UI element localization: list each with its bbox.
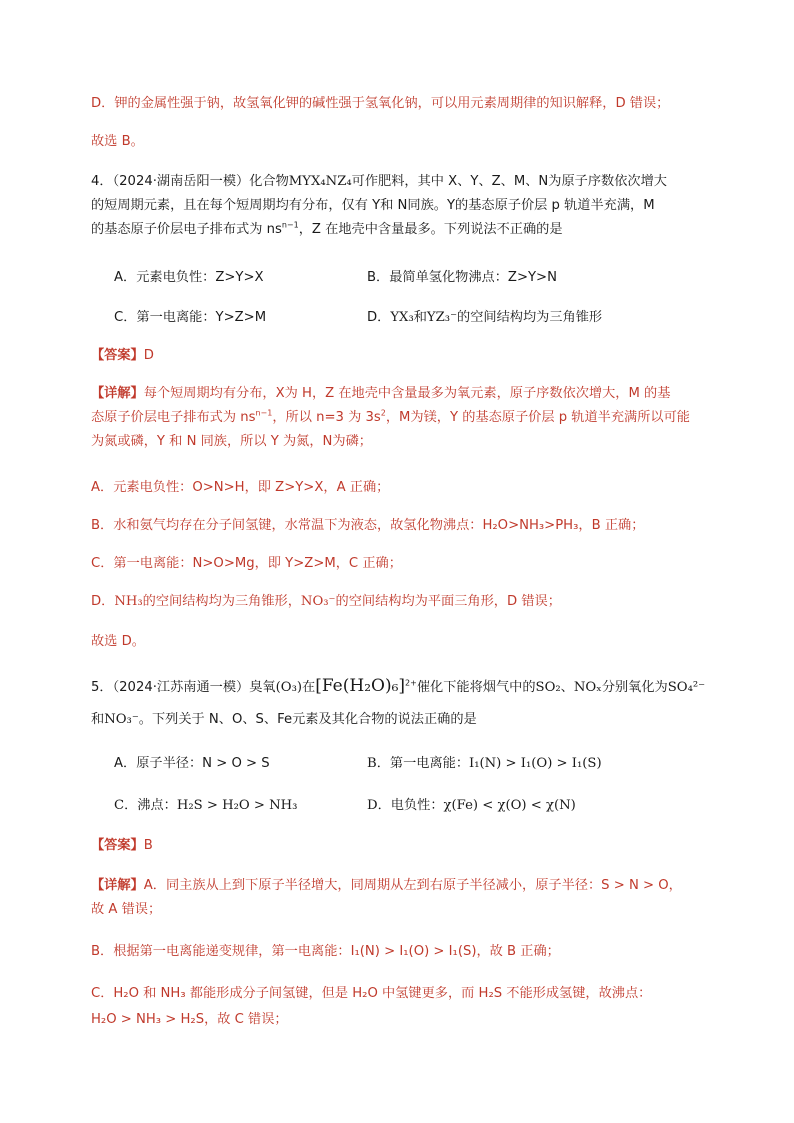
q3-option-d-explanation: D．钾的金属性强于钠，故氢氧化钾的碱性强于氢氧化钠，可以用元素周期律的知识解释，D 错误； bbox=[91, 96, 670, 111]
q4-stem-line1: 4．（2024·湖南岳阳一模）化合物MYX₄NZ₄可作肥料，其中 X、Y、Z、M、N为原子序数依次增大 bbox=[91, 174, 667, 189]
q4-detail-line2: 态原子价层电子排布式为 $ns^{n-1}$，所以 n=3 为 $3s^2$，M为镁，Y 的基态原子价层 p 轨道半充满所以可能 bbox=[91, 408, 690, 425]
q4-answer: 【答案】D bbox=[91, 348, 154, 363]
q4-analysis-b: B．水和氨气均存在分子间氢键，水常温下为液态，故氢化物沸点：H₂O>NH₃>PH₃，B 正确； bbox=[91, 518, 645, 533]
q4-stem-line3: 的基态原子价层电子排布式为 $ns^{n-1}$，Z 在地壳中含量最多。下列说法不正确的是 bbox=[91, 220, 563, 237]
q3-choose-line: 故选 B。 bbox=[91, 134, 144, 149]
q4-option-c: C．第一电离能：Y>Z>M bbox=[114, 310, 267, 325]
q5-option-c: C．沸点：H₂S > H₂O > NH₃ bbox=[114, 798, 298, 813]
q4-analysis-c: C．第一电离能：N>O>Mg，即 Y>Z>M，C 正确； bbox=[91, 556, 402, 571]
q4-choose-line: 故选 D。 bbox=[91, 634, 145, 649]
q5-analysis-c-line2: H₂O > NH₃ > H₂S，故 C 错误； bbox=[91, 1012, 288, 1027]
q4-stem-line2: 的短周期元素，且在每个短周期均有分布，仅有 Y和 N同族。Y的基态原子价层 p 轨道半充满，M bbox=[91, 198, 655, 213]
q4-option-d: D．YX₃和YZ₃⁻的空间结构均为三角锥形 bbox=[367, 310, 603, 325]
q4-analysis-d: D．NH₃的空间结构均为三角锥形，NO₃⁻的空间结构均为平面三角形，D 错误； bbox=[91, 594, 561, 609]
q5-stem-line2: 和NO₃⁻。下列关于 N、O、S、Fe元素及其化合物的说法正确的是 bbox=[91, 712, 477, 727]
q4-option-b: B．最简单氢化物沸点：Z>Y>N bbox=[367, 270, 557, 285]
q4-detail-line1: 【详解】每个短周期均有分布，X为 H，Z 在地壳中含量最多为氧元素，原子序数依次增大，M 的基 bbox=[91, 386, 671, 401]
q4-analysis-a: A．元素电负性：O>N>H，即 Z>Y>X，A 正确； bbox=[91, 480, 390, 495]
q5-detail-line1: 【详解】A．同主族从上到下原子半径增大，同周期从左到右原子半径减小，原子半径：S > N > O， bbox=[91, 878, 682, 893]
q4-option-a: A．元素电负性：Z>Y>X bbox=[114, 270, 264, 285]
q5-option-b: B．第一电离能：I₁(N) > I₁(O) > I₁(S) bbox=[367, 756, 602, 771]
q5-analysis-b: B．根据第一电离能递变规律，第一电离能：I₁(N) > I₁(O) > I₁(S)，故 B 正确； bbox=[91, 944, 560, 959]
q5-analysis-c-line1: C．H₂O 和 NH₃ 都能形成分子间氢键，但是 H₂O 中氢键更多，而 H₂S 不能形成氢键，故沸点： bbox=[91, 986, 652, 1001]
q5-option-d: D．电负性：χ(Fe) < χ(O) < χ(N) bbox=[367, 798, 576, 813]
q4-detail-line3: 为氮或磷，Y 和 N 同族，所以 Y 为氮，N为磷； bbox=[91, 434, 372, 449]
q5-stem-line1: 5．（2024·江苏南通一模）臭氧(O₃)在$[Fe(H_2O)_6]^{2+}$催化下能将烟气中的SO₂、NOₓ分别氧化为SO₄²⁻ bbox=[91, 676, 706, 696]
q5-option-a: A．原子半径：N > O > S bbox=[114, 756, 270, 771]
q5-answer: 【答案】B bbox=[91, 838, 153, 853]
q5-detail-line2: 故 A 错误； bbox=[91, 902, 162, 917]
